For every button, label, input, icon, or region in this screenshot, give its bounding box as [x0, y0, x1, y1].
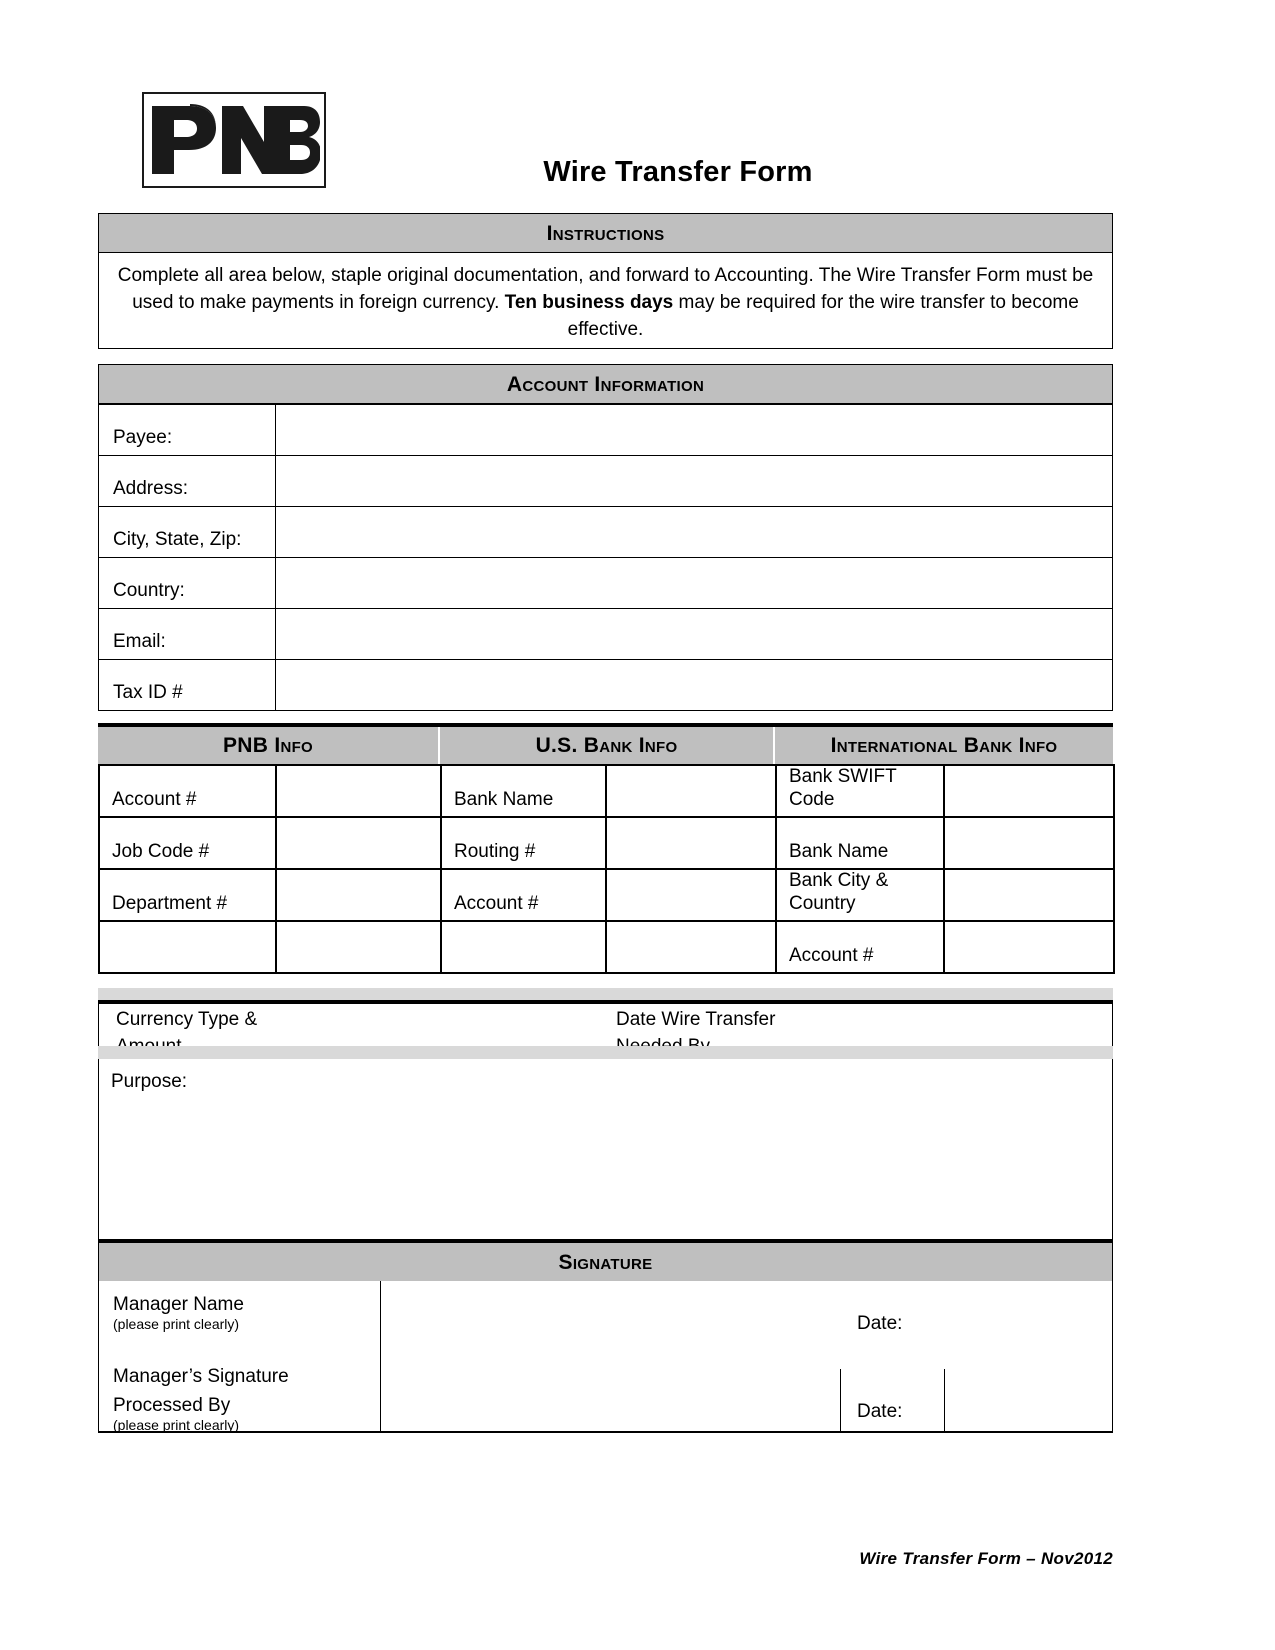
table-row: [99, 817, 1114, 869]
intl-bank-name-label: Bank Name: [776, 817, 944, 869]
table-row: [99, 405, 1113, 456]
table-row: [99, 869, 1114, 921]
pnb-logo: [142, 92, 326, 188]
signature-heading: Signature: [98, 1240, 1113, 1281]
date-needed-by-label: Date Wire Transfer: [616, 1009, 776, 1030]
purpose-field[interactable]: [98, 1059, 1113, 1240]
table-row: [99, 660, 1113, 711]
address-label: Address:: [99, 456, 276, 507]
page-footer: Wire Transfer Form – Nov2012: [859, 1549, 1113, 1568]
pnb-account-field[interactable]: [276, 765, 441, 817]
table-row: [99, 456, 1113, 507]
tax-id-label: Tax ID #: [99, 660, 276, 711]
city-state-zip-label: City, State, Zip:: [99, 507, 276, 558]
pnb-empty-label: [99, 921, 276, 973]
purpose-label: Purpose:: [111, 1071, 188, 1092]
us-bank-info-header: U.S. Bank Info: [440, 727, 775, 764]
signature-date-divider-left: [840, 1369, 841, 1433]
email-label: Email:: [99, 609, 276, 660]
manager-signature-label: Manager’s Signature: [113, 1366, 289, 1387]
us-routing-field[interactable]: [606, 817, 776, 869]
payee-label: Payee:: [99, 405, 276, 456]
pnb-department-field[interactable]: [276, 869, 441, 921]
us-bank-name-label: Bank Name: [441, 765, 606, 817]
tax-id-field[interactable]: [276, 660, 1113, 711]
address-field[interactable]: [276, 456, 1113, 507]
table-row: [99, 765, 1114, 817]
international-bank-info-header: International Bank Info: [775, 727, 1113, 764]
instructions-emphasis: Ten business days: [504, 291, 674, 313]
us-bank-name-field[interactable]: [606, 765, 776, 817]
pnb-logo-icon: [144, 94, 320, 182]
bank-info-section: [98, 723, 1113, 974]
pnb-empty-field[interactable]: [276, 921, 441, 973]
purpose-spacer: [98, 1046, 1113, 1059]
us-account-field[interactable]: [606, 869, 776, 921]
purpose-section: [98, 1046, 1113, 1240]
table-row: [99, 609, 1113, 660]
pnb-info-header: PNB Info: [98, 727, 440, 764]
instructions-section: [98, 213, 1113, 355]
manager-name-label: Manager Name (please print clearly): [113, 1294, 244, 1333]
currency-spacer: [98, 988, 1113, 1000]
pnb-job-code-field[interactable]: [276, 817, 441, 869]
payee-field[interactable]: [276, 405, 1113, 456]
account-information-section: [98, 364, 1113, 711]
signature-divider: [380, 1281, 381, 1433]
processed-by-hint: (please print clearly): [113, 1417, 240, 1434]
email-field[interactable]: [276, 609, 1113, 660]
intl-account-field[interactable]: [944, 921, 1114, 973]
intl-bank-city-country-field[interactable]: [944, 869, 1114, 921]
processed-by-label: Processed By (please print clearly): [113, 1395, 240, 1434]
table-row: [99, 507, 1113, 558]
bank-info-table: [98, 764, 1115, 974]
signature-date-divider-right: [944, 1369, 945, 1433]
intl-swift-code-label: Bank SWIFT Code: [776, 765, 944, 817]
manager-name-hint: (please print clearly): [113, 1316, 240, 1333]
date-label-2: Date:: [857, 1401, 903, 1422]
intl-swift-code-field[interactable]: [944, 765, 1114, 817]
instructions-text-part2: may be required for the wire transfer to become effective.: [567, 291, 1079, 340]
us-empty-label: [441, 921, 606, 973]
table-row: [99, 921, 1114, 973]
signature-section: [98, 1240, 1113, 1433]
pnb-job-code-label: Job Code #: [99, 817, 276, 869]
instructions-heading: Instructions: [98, 213, 1113, 252]
page-title: Wire Transfer Form: [543, 156, 813, 188]
account-information-heading: Account Information: [98, 364, 1113, 404]
account-information-table: [98, 404, 1113, 711]
us-routing-label: Routing #: [441, 817, 606, 869]
intl-account-label: Account #: [776, 921, 944, 973]
form-header: [98, 78, 1113, 203]
pnb-department-label: Department #: [99, 869, 276, 921]
date-label-1: Date:: [857, 1313, 903, 1334]
us-account-label: Account #: [441, 869, 606, 921]
transfer-details-section: [98, 988, 1113, 1054]
instructions-text-part1: Complete all area below, staple original documentation, and forward to Accounting. The Wire Transfer Form must be used to make payments in foreign currency.: [117, 265, 1094, 313]
bank-info-headers: [98, 723, 1113, 764]
pnb-account-label: Account #: [99, 765, 276, 817]
intl-bank-name-field[interactable]: [944, 817, 1114, 869]
country-field[interactable]: [276, 558, 1113, 609]
city-state-zip-field[interactable]: [276, 507, 1113, 558]
country-label: Country:: [99, 558, 276, 609]
currency-type-amount-label: Currency Type &: [116, 1009, 258, 1030]
intl-bank-city-country-label: Bank City & Country: [776, 869, 944, 921]
instructions-text: [98, 252, 1113, 349]
table-row: [99, 558, 1113, 609]
us-empty-field[interactable]: [606, 921, 776, 973]
signature-body: [98, 1281, 1113, 1433]
